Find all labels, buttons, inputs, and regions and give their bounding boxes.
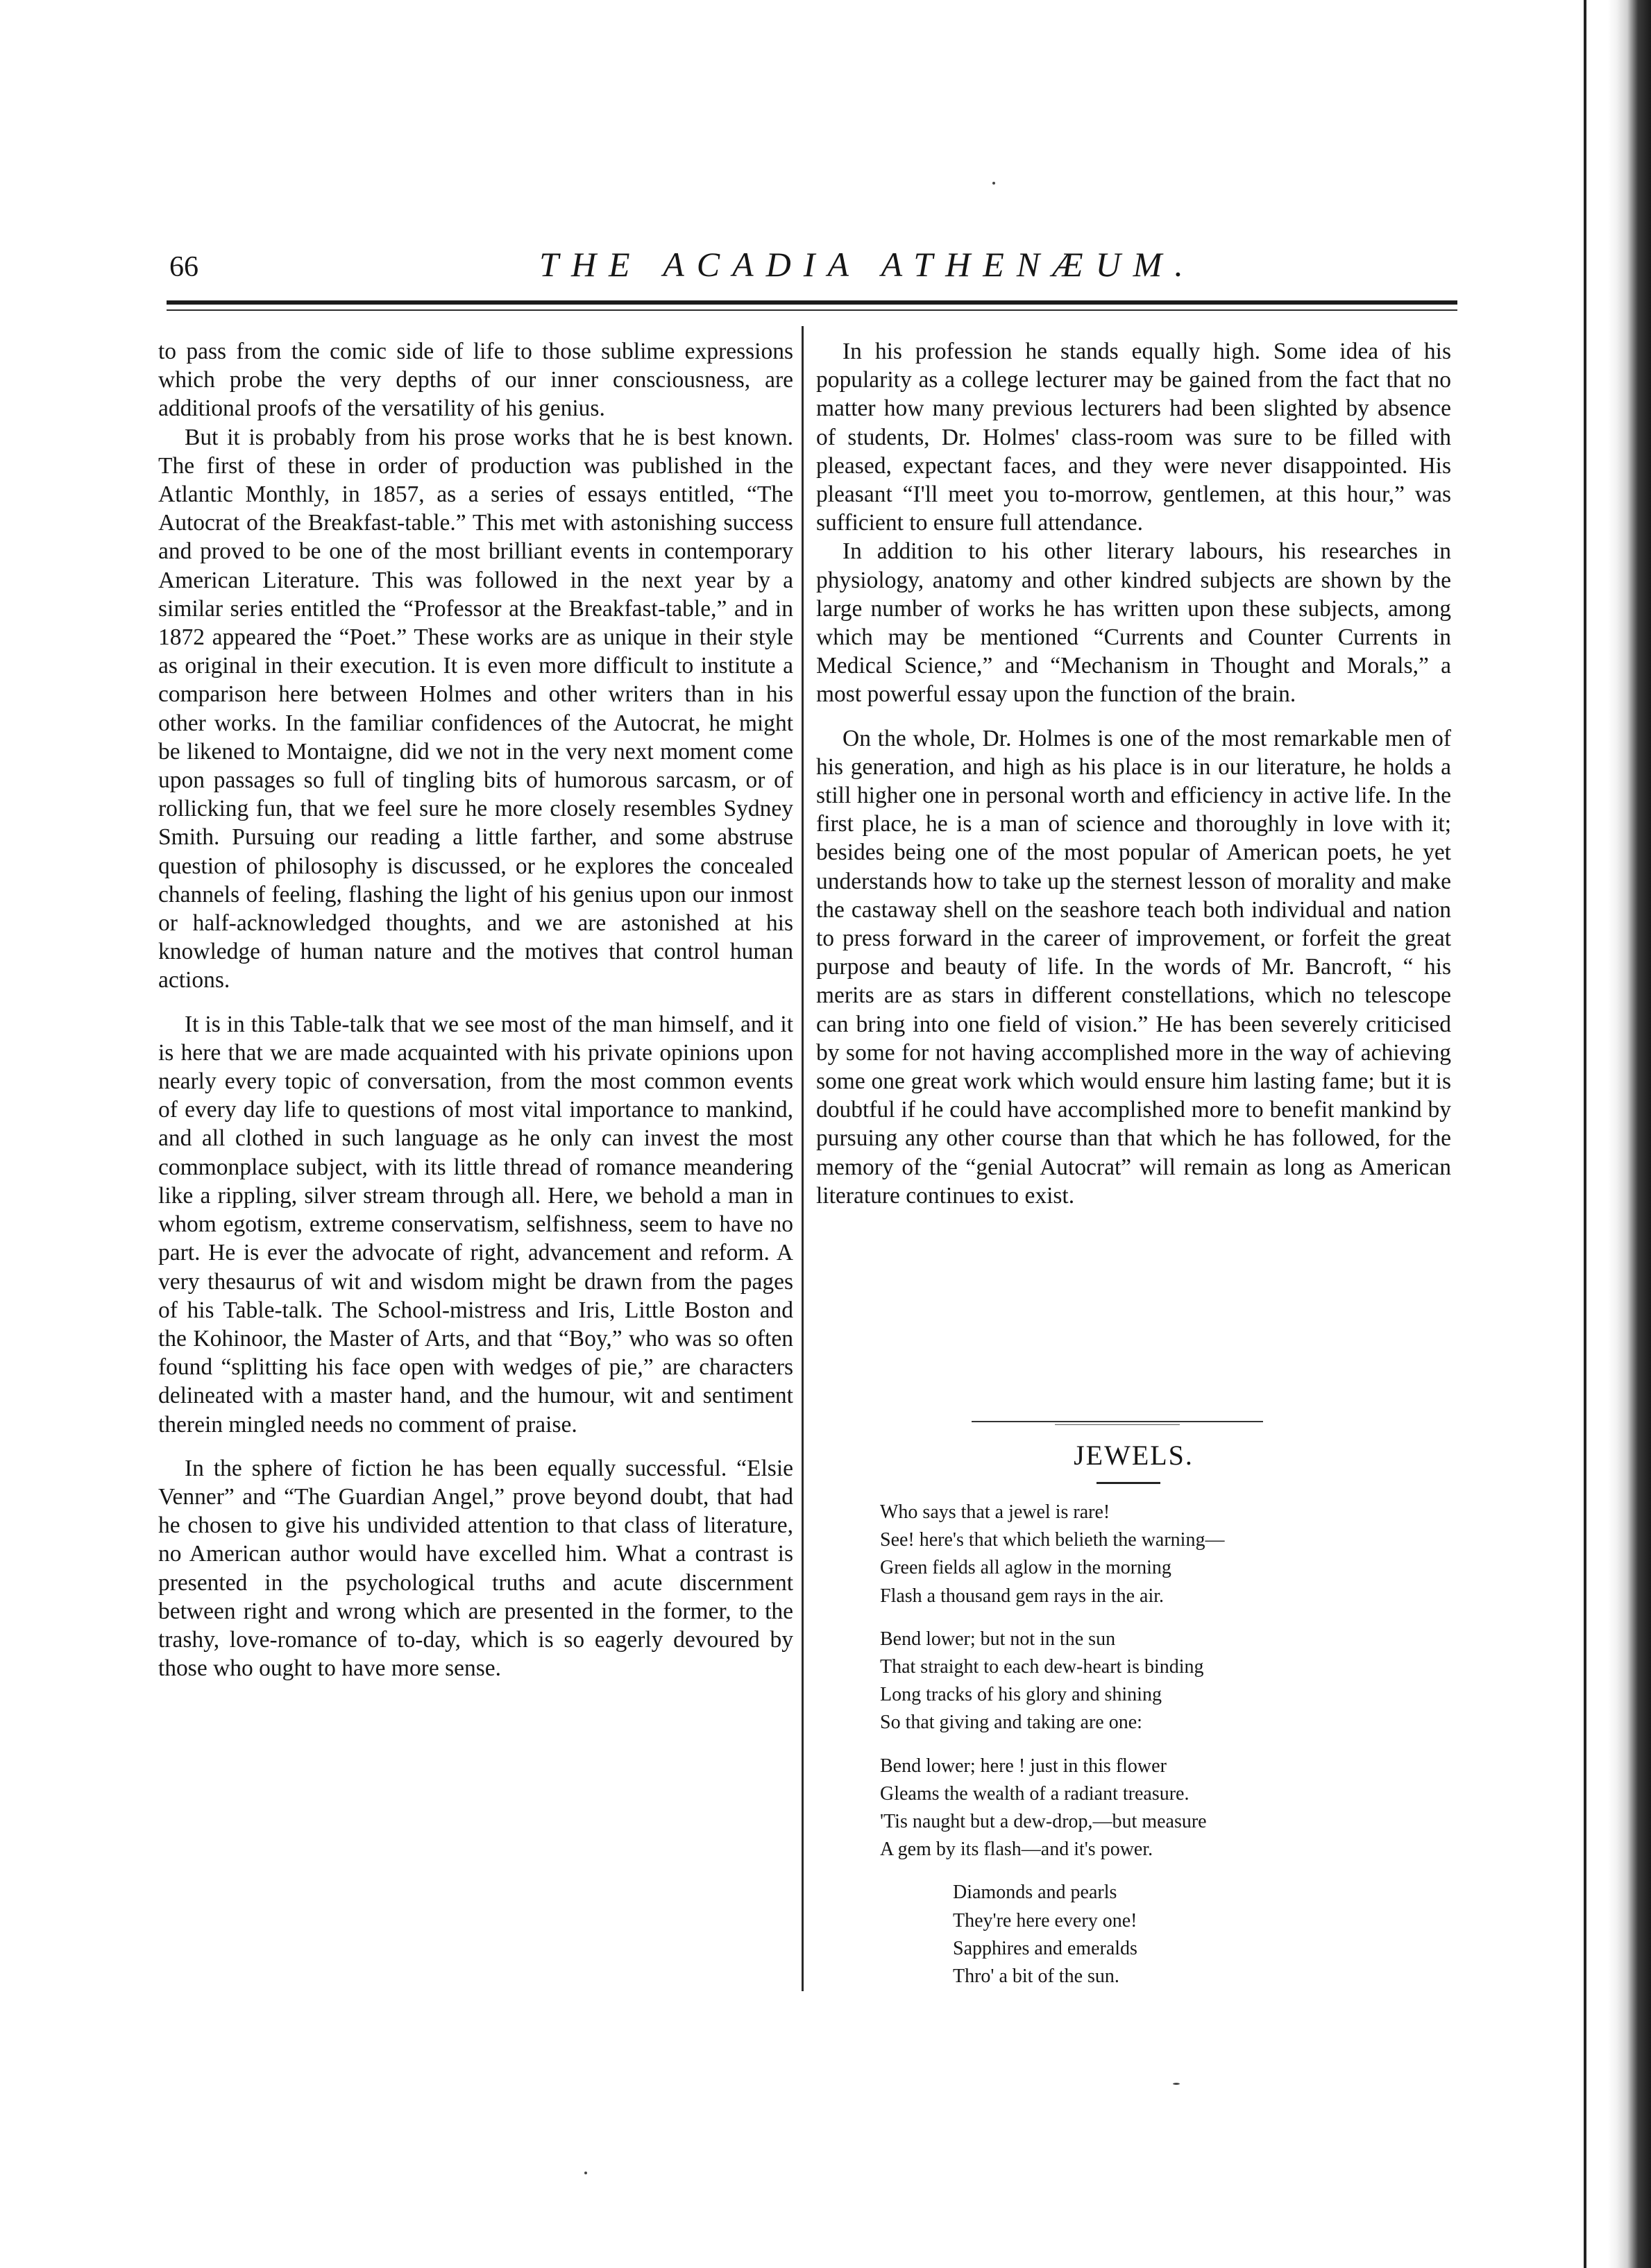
scanned-page-edge (1608, 0, 1651, 2268)
column-divider (802, 326, 804, 1991)
paragraph: to pass from the comic side of life to those sublime expressions which probe the very depths of our inner consciousness, are additional proofs of the versatility of his genius. (158, 339, 793, 422)
poem-line: Thro' a bit of the sun. (953, 1966, 1119, 1988)
poem-line: 'Tis naught but a dew-drop,—but measure (880, 1811, 1207, 1833)
print-speck (584, 2172, 587, 2174)
header-rule-thin (167, 309, 1457, 311)
poem-line: They're here every one! (953, 1909, 1137, 1932)
paragraph: On the whole, Dr. Holmes is one of the most remarkable men of his generation, and high as his place is in our literature, he holds a still higher one in personal worth and efficiency in active life. In the first place, he is a man of science and thoroughly in love with it; besides being one of the most popular of American poets, he yet understands how to take up the sternest lesson of morality and make the castaway shell on the seashore teach both individual and nation to press forward in the career of improvement, or forfeit the great purpose and beauty of life. In the words of Mr. Bancroft, “ his merits are as stars in different constellations, which no telescope can bring into one field of vision.” He has been severely criticised by some for not having accomplished more in the way of achieving some one great work which would ensure him lasting fame; but it is doubtful if he could have accomplished more to benefit mankind by pursuing any other course than that which he has followed, for the memory of the “genial Autocrat” will remain as long as American literature continues to exist. (816, 725, 1451, 1209)
poem-line: Sapphires and emeralds (953, 1937, 1137, 1959)
poem-line: That straight to each dew-heart is binding (880, 1656, 1204, 1678)
poem (880, 1499, 1421, 2006)
binding-edge-line (1584, 0, 1586, 2268)
poem-line: Green fields all aglow in the morning (880, 1557, 1171, 1579)
right-column (816, 337, 1451, 1210)
poem-line: Gleams the wealth of a radiant treasure. (880, 1782, 1189, 1805)
page-number: 66 (169, 251, 198, 283)
paragraph: In the sphere of fiction he has been equally successful. “Elsie Venner” and “The Guardian Angel,” prove beyond doubt, that had he chosen to give his undivided attention to that class of literature, no American author would have excelled him. What a contrast is presented in the psychological truths and acute discernment between right and wrong which are presented in the former, to the trashy, love-romance of to-day, which is so eagerly devoured by those who ought to have more sense. (158, 1455, 793, 1682)
print-speck (992, 182, 995, 185)
paragraph: In his profession he stands equally high. Some idea of his popularity as a college lecturer may be gained from the fact that no matter how many previous lecturers had been slighted by absence of students, Dr. Holmes' class-room was sure to be filled with pleased, expectant faces, and they were never disappointed. His pleasant “I'll meet you to-morrow, gentlemen, at this hour,” was sufficient to ensure full attendance. (816, 339, 1451, 536)
paragraph: In addition to his other literary labours, his researches in physiology, anatomy and other kindred subjects are shown by the large number of works he has written upon these subjects, among which may be mentioned “Currents and Counter Currents in Medical Science,” and “Mechanism in Thought and Morals,” a most powerful essay upon the function of the brain. (816, 538, 1451, 708)
poem-stanza (880, 1499, 1421, 1610)
poem-line: Flash a thousand gem rays in the air. (880, 1585, 1165, 1607)
poem-line: Bend lower; here ! just in this flower (880, 1755, 1167, 1777)
poem-line: Who says that a jewel is rare! (880, 1501, 1110, 1523)
poem-line: Diamonds and pearls (953, 1882, 1117, 1904)
paragraph: But it is probably from his prose works that he is best known. The first of these in order of production was published in the Atlantic Monthly, in 1857, as a series of essays entitled, “The Autocrat of the Breakfast-table.” This met with astonishing success and proved to be one of the most brilliant events in contemporary American Literature. This was followed in the next year by a similar series entitled the “Professor at the Breakfast-table,” and in 1872 appeared the “Poet.” These works are as unique in their style as original in their execution. It is even more difficult to institute a comparison here between Holmes and other writers than in his other works. In the familiar confidences of the Autocrat, he might be likened to Montaigne, did we not in the very next moment come upon passages so full of tingling bits of humorous sarcasm, or of rollicking fun, that we feel sure he more closely resembles Sydney Smith. Pursuing our reading a little farther, and some abstruse question of philosophy is discussed, or he explores the concealed channels of feeling, flashing the light of his genius upon our inmost or half-acknowledged thoughts, and we are astonished at his knowledge of human nature and the motives that control human actions. (158, 424, 793, 994)
poem-line: A gem by its flash—and it's power. (880, 1839, 1153, 1861)
masthead-title: THE ACADIA ATHENÆUM. (539, 245, 1196, 284)
poem-line: Long tracks of his glory and shining (880, 1684, 1162, 1706)
poem-stanza-refrain (880, 1879, 1421, 1990)
print-speck (1173, 2083, 1180, 2085)
header-rule-thick (167, 300, 1457, 305)
poem-line: So that giving and taking are one: (880, 1712, 1142, 1734)
poem-title: JEWELS. (1074, 1440, 1194, 1471)
paragraph: It is in this Table-talk that we see most of the man himself, and it is here that we are made acquainted with his private opinions upon nearly every topic of conversation, from the most common events of every day life to questions of most vital importance to mankind, and all clothed in such language as he only can invest the most commonplace subject, with its little thread of romance meandering like a rippling, silver stream through all. Here, we behold a man in whom egotism, extreme conservatism, selfishness, seem to have no part. He is ever the advocate of right, advancement and reform. A very thesaurus of wit and wisdom might be drawn from the pages of his Table-talk. The School-mistress and Iris, Little Boston and the Kohinoor, the Master of Arts, and that “Boy,” who was so often found “splitting his face open with wedges of pie,” are characters delineated with a master hand, and the humour, wit and sentiment therein mingled needs no comment of praise. (158, 1011, 793, 1438)
poem-stanza (880, 1626, 1421, 1737)
poem-stanza (880, 1753, 1421, 1864)
poem-line: See! here's that which belieth the warning— (880, 1529, 1225, 1551)
left-column (158, 337, 793, 1682)
poem-line: Bend lower; but not in the sun (880, 1628, 1116, 1650)
poem-title-rule (1097, 1482, 1160, 1484)
section-divider-ornament (972, 1421, 1263, 1422)
